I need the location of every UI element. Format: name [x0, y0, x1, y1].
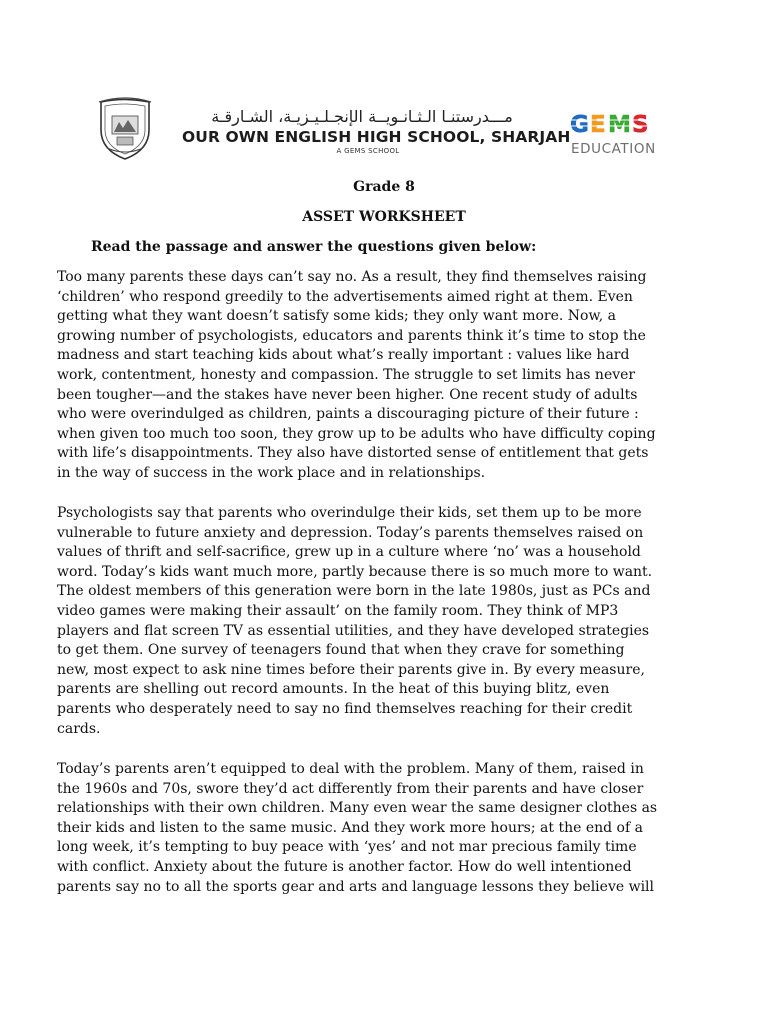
- passage-line: cards.: [57, 720, 101, 737]
- svg-text:M: M: [608, 112, 631, 136]
- gems-logo-letters: [570, 112, 670, 136]
- school-subtitle: A GEMS SCHOOL: [336, 147, 400, 155]
- passage-line: madness and start teaching kids about what’s really important : values like hard: [57, 347, 630, 364]
- worksheet-title: ASSET WORKSHEET: [302, 209, 466, 225]
- school-title-block: [182, 107, 571, 156]
- passage-paragraph-1: [57, 268, 697, 484]
- passage-line: growing number of psychologists, educators and parents think it’s time to stop the: [57, 327, 646, 344]
- passage-line: The oldest members of this generation were born in the late 1980s, just as PCs and: [57, 583, 651, 600]
- grade-heading: Grade 8: [353, 179, 415, 195]
- passage-line: parents who desperately need to say no find themselves reaching for their credit: [57, 700, 633, 717]
- svg-text:E: E: [590, 112, 606, 136]
- gems-education-word: EDUCATION: [571, 141, 656, 157]
- school-name: OUR OWN ENGLISH HIGH SCHOOL, SHARJAH: [182, 128, 571, 146]
- passage-line: when given too much too soon, they grow up to be adults who have difficulty coping: [57, 425, 656, 442]
- passage-line: Psychologists say that parents who overindulge their kids, set them up to be more: [57, 505, 642, 521]
- school-crest-icon: [95, 96, 155, 162]
- passage-line: Too many parents these days can’t say no. As a result, they find themselves raising: [57, 269, 647, 285]
- passage-line: in the way of success in the work place and in relationships.: [57, 464, 486, 481]
- passage-line: players and flat screen TV as essential utilities, and they have developed strategies: [57, 622, 650, 639]
- passage-line: vulnerable to future anxiety and depression. Today’s parents themselves raised on: [57, 524, 644, 541]
- passage-line: ‘children’ who respond greedily to the advertisements aimed right at them. Even: [57, 288, 633, 305]
- passage-line: the 1960s and 70s, swore they’d act differently from their parents and have closer: [57, 780, 644, 797]
- gems-education-logo: [570, 112, 680, 156]
- svg-text:S: S: [632, 112, 649, 136]
- passage-line: new, most expect to ask nine times before their parents give in. By every measure,: [57, 661, 645, 678]
- passage-line: getting what they want doesn’t satisfy some kids; they only want more. Now, a: [57, 308, 617, 325]
- svg-text:G: G: [570, 112, 589, 136]
- passage-line: video games were making their assault’ on the family room. They think of MP3: [57, 602, 619, 619]
- passage-line: work, contentment, honesty and compassion. The struggle to set limits has never: [57, 366, 636, 383]
- passage-line: with life’s disappointments. They also have distorted sense of entitlement that gets: [57, 445, 649, 462]
- passage-line: parents are shelling out record amounts. In the heat of this buying blitz, even: [57, 681, 610, 698]
- passage-paragraph-3: [57, 760, 697, 897]
- passage-line: with conflict. Anxiety about the future is another factor. How do well intentioned: [57, 858, 632, 875]
- school-name-arabic: مـــدرستنـا الـثـانـويــة الإنجـلـيـزيـة، الشـارقـة: [211, 107, 513, 126]
- passage-line: relationships with their own children. Many even wear the same designer clothes as: [57, 800, 658, 817]
- passage-line: who were overindulged as children, paints a discouraging picture of their future :: [57, 406, 639, 423]
- passage-line: long week, it’s tempting to buy peace with ‘yes’ and not mar precious family time: [57, 839, 637, 856]
- letterhead: [0, 96, 768, 166]
- passage-line: parents say no to all the sports gear and arts and language lessons they believe will: [57, 878, 655, 895]
- passage-paragraph-2: [57, 504, 697, 739]
- passage-line: been tougher—and the stakes have never been higher. One recent study of adults: [57, 386, 638, 403]
- instruction-text: Read the passage and answer the questions given below:: [91, 239, 537, 255]
- passage-line: values of thrift and self-sacrifice, grew up in a culture where ‘no’ was a household: [57, 544, 641, 561]
- passage-line: word. Today’s kids want much more, partly because there is so much more to want.: [57, 563, 653, 580]
- passage-line: Today’s parents aren’t equipped to deal with the problem. Many of them, raised in: [57, 761, 644, 777]
- passage-line: their kids and listen to the same music. And they work more hours; at the end of a: [57, 819, 643, 836]
- passage-line: to get them. One survey of teenagers found that when they crave for something: [57, 642, 625, 659]
